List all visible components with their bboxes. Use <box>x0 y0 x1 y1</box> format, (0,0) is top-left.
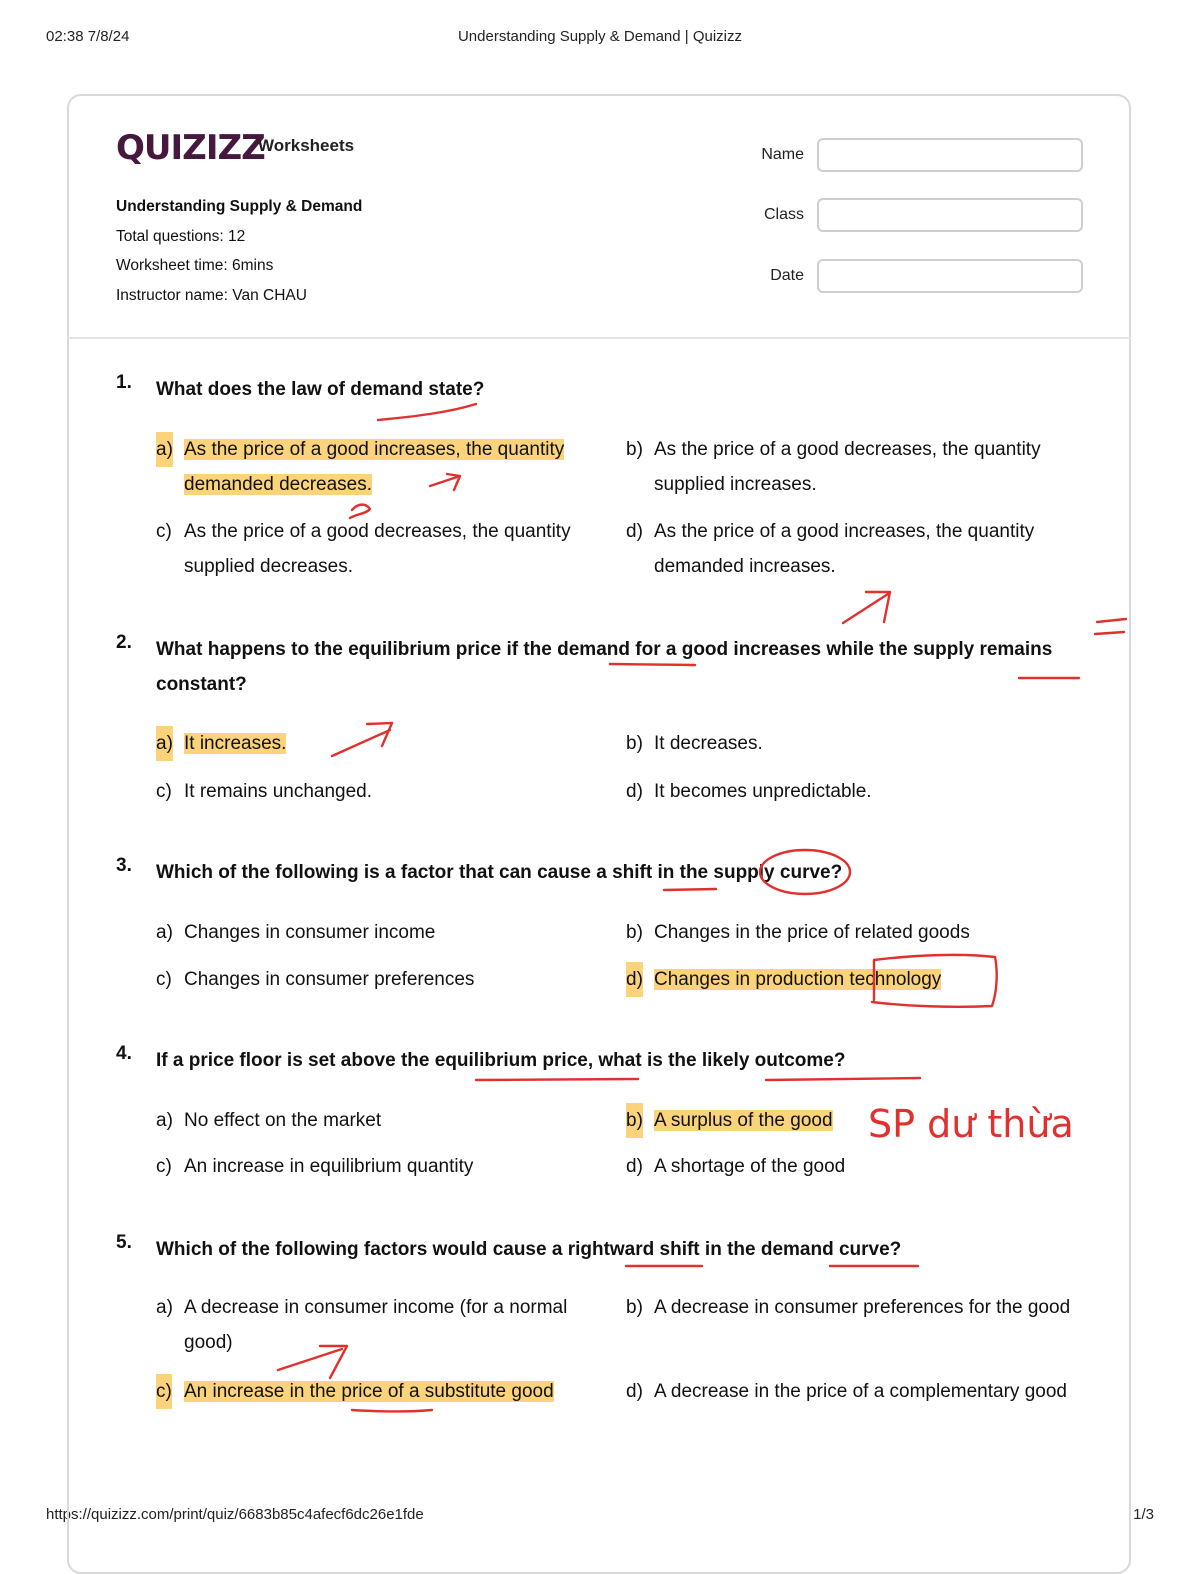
option-text: It becomes unpredictable. <box>654 781 872 802</box>
print-page-title: Understanding Supply & Demand | Quizizz <box>457 28 743 45</box>
option-letter: c) <box>156 781 172 802</box>
option-text: A decrease in the price of a complementary good <box>654 1381 1067 1402</box>
class-field[interactable] <box>817 198 1083 232</box>
question-text: If a price floor is set above the equilibrium price, what is the likely outcome? <box>156 1050 846 1071</box>
question-number: 1. <box>116 372 132 393</box>
option-text: A surplus of the good <box>654 1110 833 1131</box>
name-field[interactable] <box>817 138 1083 172</box>
option-letter: d) <box>626 962 643 997</box>
print-page-number: 1/3 <box>1133 1506 1154 1523</box>
option-letter: c) <box>156 521 172 542</box>
print-header <box>0 28 1200 52</box>
question-text: What does the law of demand state? <box>156 379 485 400</box>
option-text: As the price of a good increases, the quantity demanded decreases. <box>184 439 565 495</box>
question-number: 2. <box>116 632 132 653</box>
option-letter: d) <box>626 1156 643 1177</box>
header-divider <box>67 337 1131 339</box>
option-text: Changes in the price of related goods <box>654 922 970 943</box>
option-letter: a) <box>156 726 173 761</box>
option-letter: d) <box>626 521 643 542</box>
option-letter: b) <box>626 1297 643 1318</box>
option-letter: d) <box>626 781 643 802</box>
option-letter: b) <box>626 733 643 754</box>
option-letter: c) <box>156 1374 172 1409</box>
date-label: Date <box>770 267 804 284</box>
option-letter: a) <box>156 922 173 943</box>
option-text: A decrease in consumer income (for a normal good) <box>184 1297 568 1353</box>
question-text: What happens to the equilibrium price if the demand for a good increases while the supply remains constant? <box>156 639 1053 695</box>
class-label: Class <box>763 206 804 223</box>
option-text: It remains unchanged. <box>184 781 373 802</box>
question-text: Which of the following is a factor that can cause a shift in the supply curve? <box>156 862 843 883</box>
option-text: As the price of a good increases, the quantity demanded increases. <box>654 521 1035 577</box>
option-text: A shortage of the good <box>654 1156 846 1177</box>
option-text: As the price of a good decreases, the quantity supplied decreases. <box>184 521 571 577</box>
q4-handwritten-note: SP dư thừa <box>868 1102 1074 1146</box>
option-letter: a) <box>156 1297 173 1318</box>
option-text: It increases. <box>184 733 287 754</box>
print-url: https://quizizz.com/print/quiz/6683b85c4afecf6dc26e1fde <box>46 1506 424 1523</box>
quizizz-logo: QUIZIZZ <box>116 128 265 168</box>
option-letter: b) <box>626 922 643 943</box>
total-questions: Total questions: 12 <box>116 227 246 245</box>
worksheet-time: Worksheet time: 6mins <box>116 257 274 274</box>
name-label: Name <box>761 146 804 163</box>
option-text: As the price of a good decreases, the quantity supplied increases. <box>654 439 1041 495</box>
option-text: It decreases. <box>654 733 763 754</box>
option-text: Changes in production technology <box>654 969 942 990</box>
option-letter: d) <box>626 1381 643 1402</box>
option-letter: b) <box>626 1103 643 1138</box>
print-timestamp: 02:38 7/8/24 <box>46 28 130 45</box>
option-letter: c) <box>156 1156 172 1177</box>
instructor-name: Instructor name: Van CHAU <box>116 286 307 304</box>
worksheet-title: Understanding Supply & Demand <box>116 198 363 215</box>
question-text: Which of the following factors would cause a rightward shift in the demand curve? <box>156 1239 902 1260</box>
option-letter: a) <box>156 1110 173 1131</box>
option-text: An increase in the price of a substitute good <box>184 1381 554 1402</box>
option-text: Changes in consumer preferences <box>184 969 475 990</box>
question-number: 3. <box>116 855 132 876</box>
option-text: No effect on the market <box>184 1110 382 1131</box>
date-field[interactable] <box>817 259 1083 293</box>
option-letter: b) <box>626 439 643 460</box>
worksheet-meta <box>116 192 362 310</box>
option-letter: a) <box>156 432 173 467</box>
option-text: A decrease in consumer preferences for the good <box>654 1297 1071 1318</box>
option-letter: c) <box>156 969 172 990</box>
brand-subtitle: Worksheets <box>258 136 355 155</box>
question-number: 5. <box>116 1232 132 1253</box>
option-text: Changes in consumer income <box>184 922 436 943</box>
option-text: An increase in equilibrium quantity <box>184 1156 474 1177</box>
question-number: 4. <box>116 1043 132 1064</box>
